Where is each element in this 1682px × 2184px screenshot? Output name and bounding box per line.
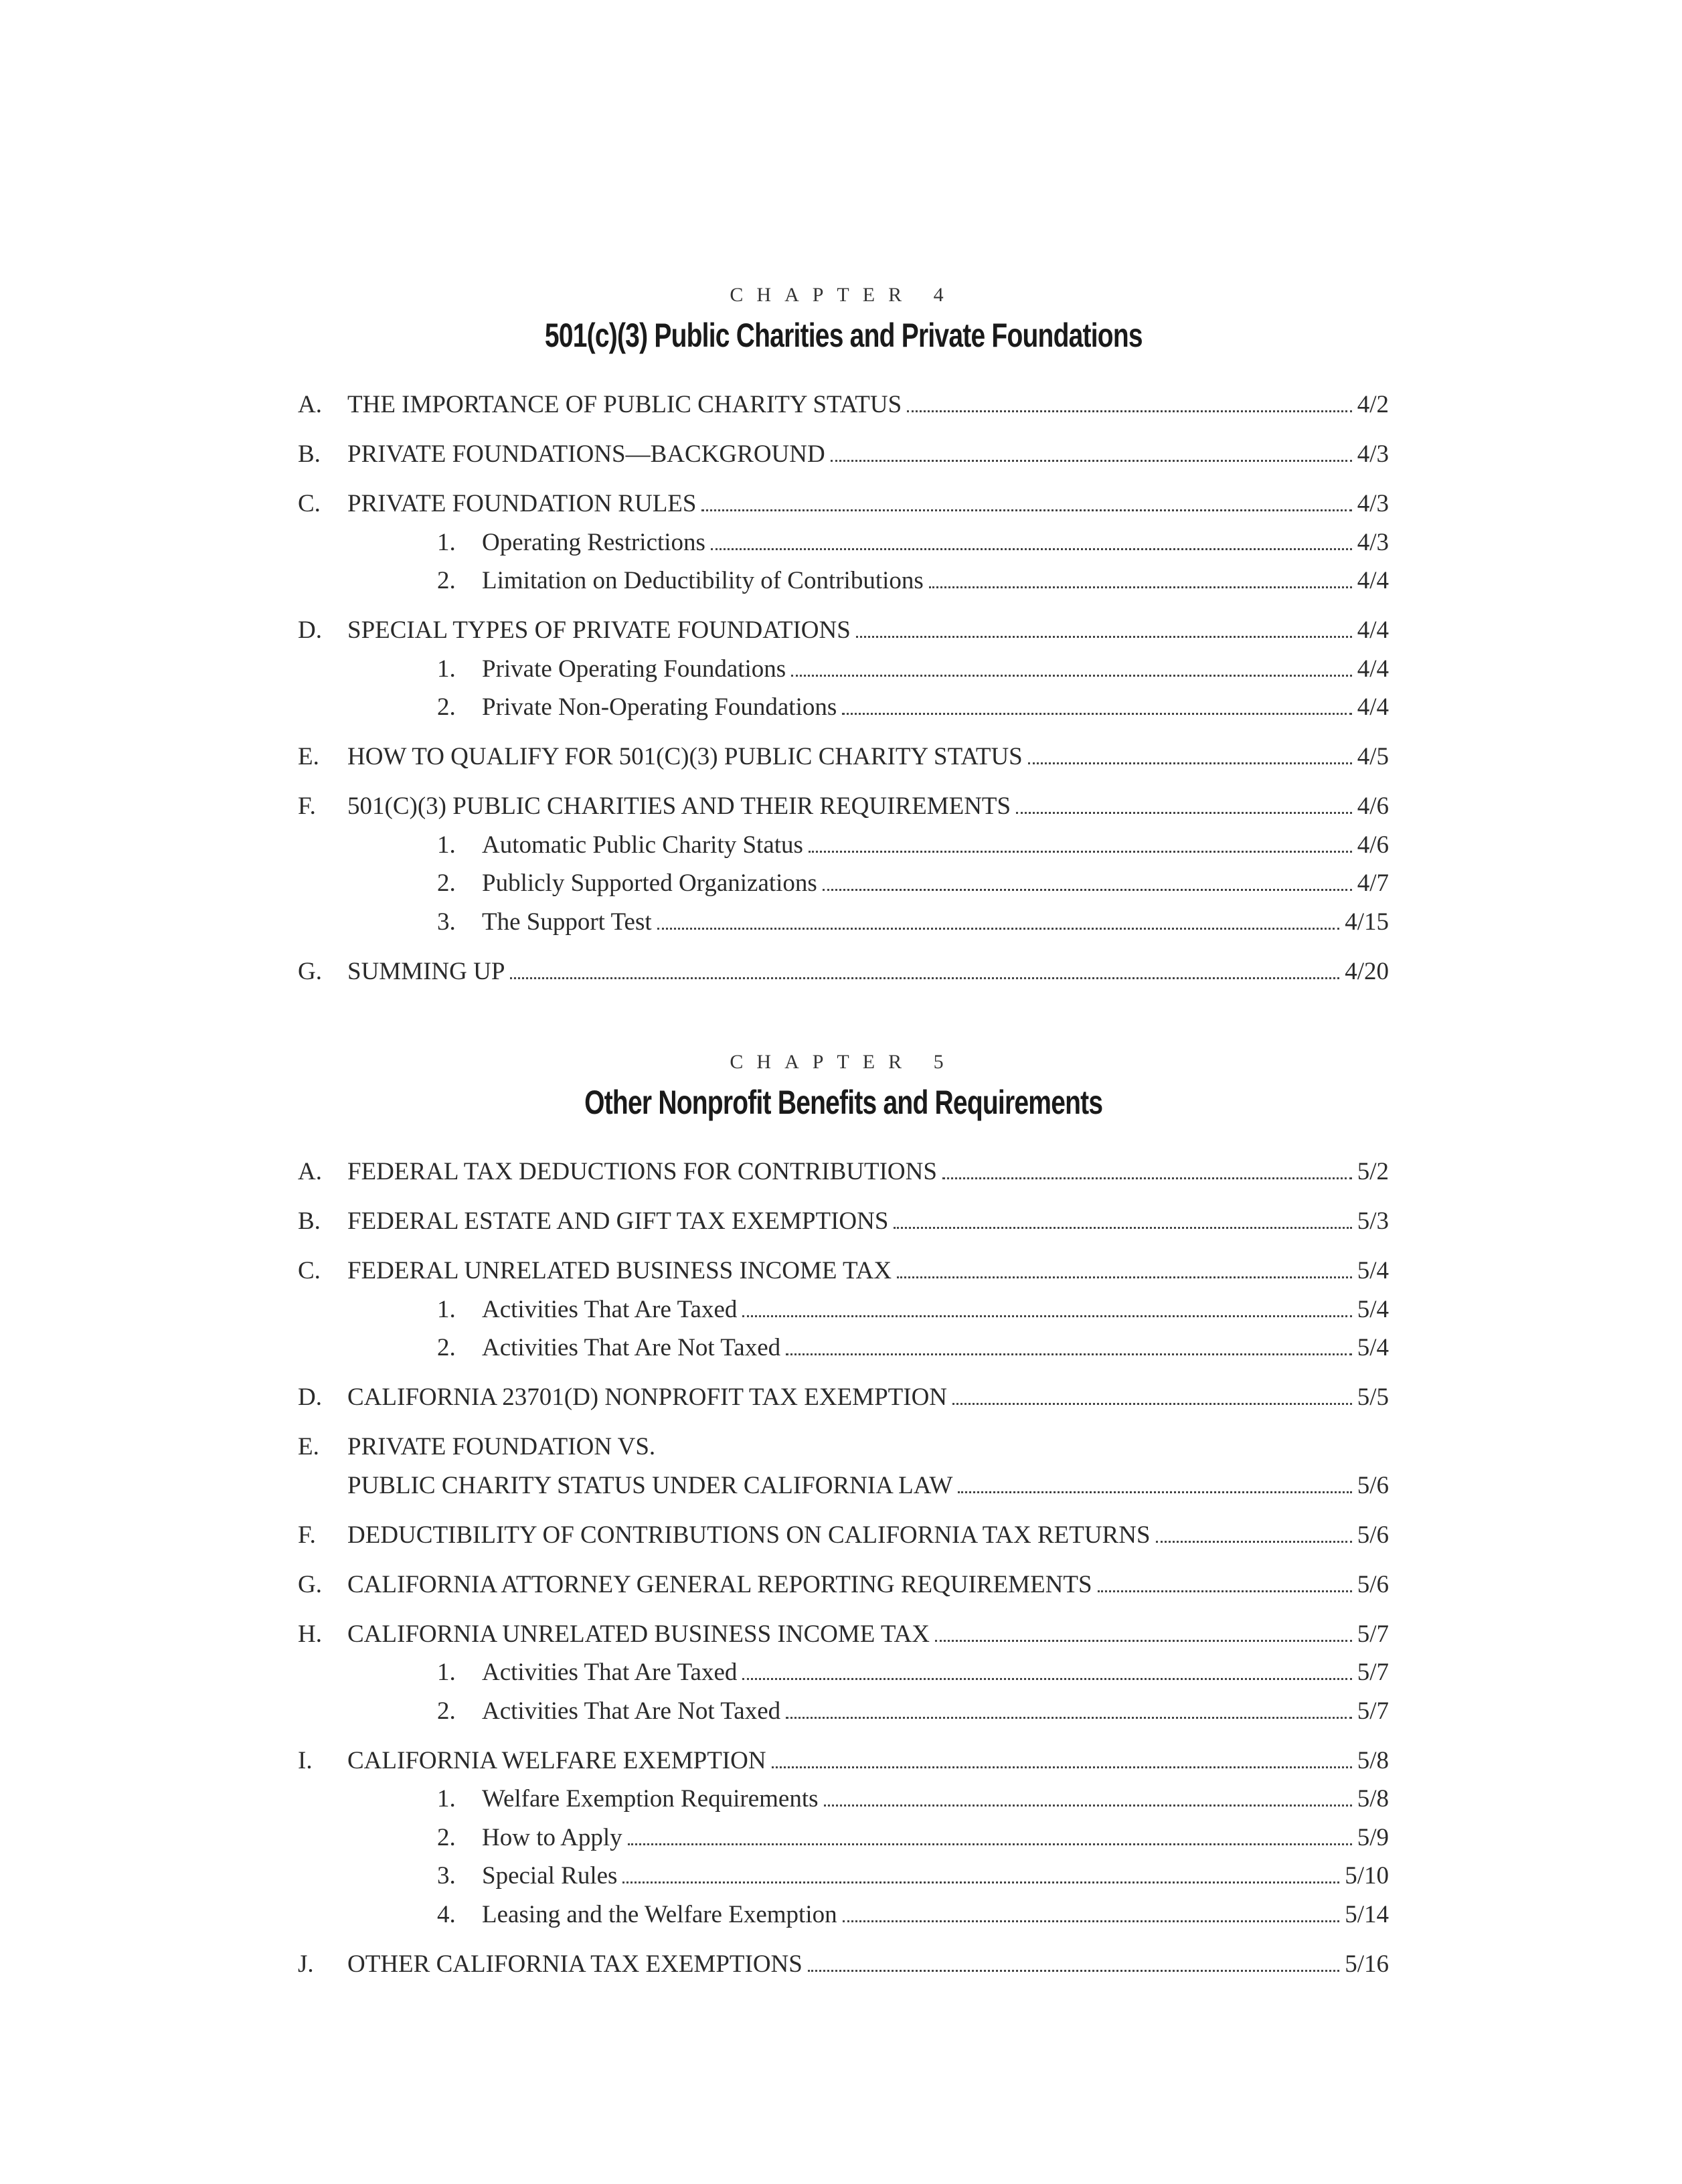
toc-entry[interactable] (298, 1466, 1389, 1505)
toc-entry[interactable] (298, 650, 1389, 689)
toc-entry[interactable] (298, 952, 1389, 991)
entry-page: 5/3 (1357, 1207, 1389, 1235)
chapter-title (298, 312, 1389, 359)
entry-number: 3. (437, 908, 456, 936)
dot-leader (894, 1227, 1351, 1229)
entry-page: 5/14 (1345, 1900, 1389, 1928)
toc-entry[interactable] (298, 1329, 1389, 1367)
dot-leader (742, 1678, 1351, 1680)
entry-letter: A. (298, 1158, 322, 1185)
dot-leader (842, 713, 1351, 715)
chapter-title-text: 501(c)(3) Public Charities and Private Foundations (544, 317, 1143, 354)
entry-page: 4/3 (1357, 528, 1389, 556)
entry-number: 2. (437, 567, 456, 594)
toc-entry[interactable] (298, 523, 1389, 562)
entry-title: Welfare Exemption Requirements (482, 1785, 819, 1813)
entry-letter: F. (298, 1521, 316, 1549)
entry-page: 5/7 (1357, 1620, 1389, 1648)
dot-leader (772, 1766, 1352, 1768)
entry-title: Limitation on Deductibility of Contributions (482, 567, 924, 594)
entry-title: THE IMPORTANCE OF PUBLIC CHARITY STATUS (347, 391, 902, 418)
entry-page: 5/6 (1357, 1570, 1389, 1598)
dot-leader (808, 1970, 1339, 1972)
chapter-label: CHAPTER 5 (730, 1051, 957, 1073)
chapter-5 (298, 1045, 1389, 1983)
entry-page: 4/2 (1357, 391, 1389, 418)
entry-title: CALIFORNIA UNRELATED BUSINESS INCOME TAX (347, 1620, 930, 1648)
entry-number: 4. (437, 1900, 456, 1928)
entry-number: 1. (437, 1295, 456, 1323)
dot-leader (952, 1403, 1352, 1405)
dot-leader (897, 1276, 1352, 1278)
entry-title: Activities That Are Not Taxed (482, 1697, 781, 1725)
entry-page: 5/16 (1345, 1950, 1389, 1978)
entry-title: The Support Test (482, 908, 652, 936)
entry-title: How to Apply (482, 1823, 622, 1851)
toc-entry[interactable] (298, 1615, 1389, 1654)
dot-leader (628, 1843, 1352, 1845)
entry-letter: A. (298, 391, 322, 418)
toc-entry[interactable] (298, 386, 1389, 424)
entry-title: Private Operating Foundations (482, 655, 786, 683)
entry-page: 4/3 (1357, 440, 1389, 468)
toc-entry[interactable] (298, 1742, 1389, 1780)
chapter-title (298, 1079, 1389, 1126)
entry-title: PUBLIC CHARITY STATUS UNDER CALIFORNIA LAW (347, 1471, 953, 1499)
toc-entry[interactable] (298, 1153, 1389, 1191)
entry-title: SUMMING UP (347, 957, 505, 985)
entry-number: 2. (437, 693, 456, 721)
entry-number: 1. (437, 1785, 456, 1813)
toc-entry[interactable] (298, 1378, 1389, 1417)
toc-entry[interactable] (298, 903, 1389, 942)
toc-list (298, 386, 1389, 991)
entry-page: 4/4 (1357, 616, 1389, 644)
entry-title: FEDERAL ESTATE AND GIFT TAX EXEMPTIONS (347, 1207, 889, 1235)
entry-number: 2. (437, 1823, 456, 1851)
toc-entry[interactable] (298, 1945, 1389, 1984)
entry-letter: C. (298, 490, 321, 517)
dot-leader (657, 928, 1340, 930)
toc-entry[interactable] (298, 1516, 1389, 1555)
entry-number: 3. (437, 1862, 456, 1889)
chapter-title-text: Other Nonprofit Benefits and Requirements (584, 1084, 1103, 1121)
entry-title: OTHER CALIFORNIA TAX EXEMPTIONS (347, 1950, 803, 1978)
toc-entry[interactable] (298, 1290, 1389, 1329)
dot-leader (958, 1491, 1351, 1493)
dot-leader (935, 1640, 1352, 1642)
entry-title: Activities That Are Taxed (482, 1659, 738, 1686)
entry-page: 4/4 (1357, 693, 1389, 721)
entry-page: 5/4 (1357, 1295, 1389, 1323)
toc-entry[interactable] (298, 738, 1389, 776)
entry-title: Automatic Public Charity Status (482, 831, 803, 859)
entry-number: 1. (437, 528, 456, 556)
entry-letter: D. (298, 1383, 322, 1411)
dot-leader (701, 509, 1351, 511)
entry-letter: I. (298, 1746, 313, 1774)
entry-title: SPECIAL TYPES OF PRIVATE FOUNDATIONS (347, 616, 851, 644)
dot-leader (622, 1881, 1339, 1883)
entry-title: Operating Restrictions (482, 528, 705, 556)
entry-letter: F. (298, 792, 316, 820)
dot-leader (1028, 762, 1352, 764)
entry-page: 5/6 (1357, 1471, 1389, 1499)
entry-title: PRIVATE FOUNDATIONS—BACKGROUND (347, 440, 825, 468)
entry-letter: D. (298, 616, 322, 644)
entry-title: Activities That Are Taxed (482, 1295, 738, 1323)
toc-entry[interactable] (298, 1692, 1389, 1731)
entry-page: 4/4 (1357, 567, 1389, 594)
dot-leader (786, 1353, 1352, 1355)
toc-entry[interactable] (298, 611, 1389, 650)
entry-title: CALIFORNIA ATTORNEY GENERAL REPORTING REQUIREMENTS (347, 1570, 1092, 1598)
dot-leader (510, 977, 1339, 979)
entry-page: 4/15 (1345, 908, 1389, 936)
dot-leader (823, 889, 1352, 891)
dot-leader (831, 460, 1352, 462)
dot-leader (929, 586, 1352, 588)
entry-page: 5/8 (1357, 1746, 1389, 1774)
entry-page: 4/6 (1357, 792, 1389, 820)
toc-entry[interactable] (298, 435, 1389, 474)
entry-page: 4/6 (1357, 831, 1389, 859)
toc-entry[interactable] (298, 1896, 1389, 1934)
entry-page: 5/9 (1357, 1823, 1389, 1851)
entry-page: 5/7 (1357, 1659, 1389, 1686)
toc-entry[interactable] (298, 1819, 1389, 1857)
dot-leader (786, 1717, 1352, 1719)
entry-title: Activities That Are Not Taxed (482, 1334, 781, 1361)
entry-page: 4/7 (1357, 869, 1389, 897)
entry-page: 4/3 (1357, 490, 1389, 517)
dot-leader (809, 851, 1352, 853)
toc-entry[interactable] (298, 485, 1389, 523)
toc-entry[interactable] (298, 688, 1389, 727)
entry-title: PRIVATE FOUNDATION RULES (347, 490, 697, 517)
dot-leader (711, 548, 1352, 550)
toc-entry[interactable] (298, 1202, 1389, 1241)
entry-page: 4/5 (1357, 743, 1389, 770)
toc-entry[interactable] (298, 864, 1389, 903)
entry-number: 1. (437, 655, 456, 683)
entry-letter: G. (298, 957, 322, 985)
entry-title: FEDERAL UNRELATED BUSINESS INCOME TAX (347, 1257, 892, 1284)
entry-number: 2. (437, 1334, 456, 1361)
entry-title: FEDERAL TAX DEDUCTIONS FOR CONTRIBUTIONS (347, 1158, 937, 1185)
entry-page: 4/4 (1357, 655, 1389, 683)
entry-letter: E. (298, 743, 319, 770)
entry-page: 5/4 (1357, 1257, 1389, 1284)
toc-entry[interactable] (298, 1857, 1389, 1896)
entry-page: 5/6 (1357, 1521, 1389, 1549)
dot-leader (824, 1804, 1352, 1807)
chapter-label: CHAPTER 4 (730, 284, 957, 306)
toc-entry[interactable] (298, 826, 1389, 865)
entry-letter: G. (298, 1570, 322, 1598)
entry-page: 5/8 (1357, 1785, 1389, 1813)
entry-title: HOW TO QUALIFY FOR 501(C)(3) PUBLIC CHARITY STATUS (347, 743, 1023, 770)
entry-title: Special Rules (482, 1862, 618, 1889)
dot-leader (742, 1315, 1351, 1317)
dot-leader (791, 675, 1352, 677)
entry-letter: J. (298, 1950, 314, 1978)
entry-letter: B. (298, 440, 321, 468)
toc-entry[interactable] (298, 1653, 1389, 1692)
entry-title: CALIFORNIA 23701(D) NONPROFIT TAX EXEMPTION (347, 1383, 948, 1411)
entry-number: 2. (437, 1697, 456, 1725)
toc-entry[interactable] (298, 1428, 1389, 1466)
chapter-4 (298, 278, 1389, 991)
entry-letter: C. (298, 1257, 321, 1284)
toc-entry[interactable] (298, 787, 1389, 826)
entry-title: Private Non-Operating Foundations (482, 693, 837, 721)
toc-entry[interactable] (298, 562, 1389, 600)
toc-entry[interactable] (298, 1252, 1389, 1290)
entry-title: CALIFORNIA WELFARE EXEMPTION (347, 1746, 766, 1774)
entry-title: 501(C)(3) PUBLIC CHARITIES AND THEIR REQUIREMENTS (347, 792, 1011, 820)
entry-number: 1. (437, 831, 456, 859)
entry-number: 1. (437, 1659, 456, 1686)
entry-page: 5/7 (1357, 1697, 1389, 1725)
entry-page: 5/5 (1357, 1383, 1389, 1411)
entry-page: 4/20 (1345, 957, 1389, 985)
entry-number: 2. (437, 869, 456, 897)
entry-page: 5/2 (1357, 1158, 1389, 1185)
entry-letter: B. (298, 1207, 321, 1235)
entry-letter: E. (298, 1433, 319, 1460)
toc-entry[interactable] (298, 1566, 1389, 1604)
toc-list (298, 1153, 1389, 1983)
dot-leader (942, 1177, 1352, 1179)
entry-title: DEDUCTIBILITY OF CONTRIBUTIONS ON CALIFORNIA TAX RETURNS (347, 1521, 1151, 1549)
entry-title: Publicly Supported Organizations (482, 869, 817, 897)
entry-title: Leasing and the Welfare Exemption (482, 1900, 837, 1928)
entry-letter: H. (298, 1620, 322, 1648)
dot-leader (1098, 1590, 1352, 1592)
dot-leader (907, 410, 1352, 412)
toc-entry[interactable] (298, 1780, 1389, 1819)
dot-leader (1156, 1541, 1352, 1543)
dot-leader (1016, 812, 1352, 814)
entry-title: PRIVATE FOUNDATION VS. (347, 1433, 656, 1460)
entry-page: 5/4 (1357, 1334, 1389, 1361)
entry-page: 5/10 (1345, 1862, 1389, 1889)
dot-leader (856, 636, 1352, 638)
dot-leader (843, 1920, 1340, 1922)
